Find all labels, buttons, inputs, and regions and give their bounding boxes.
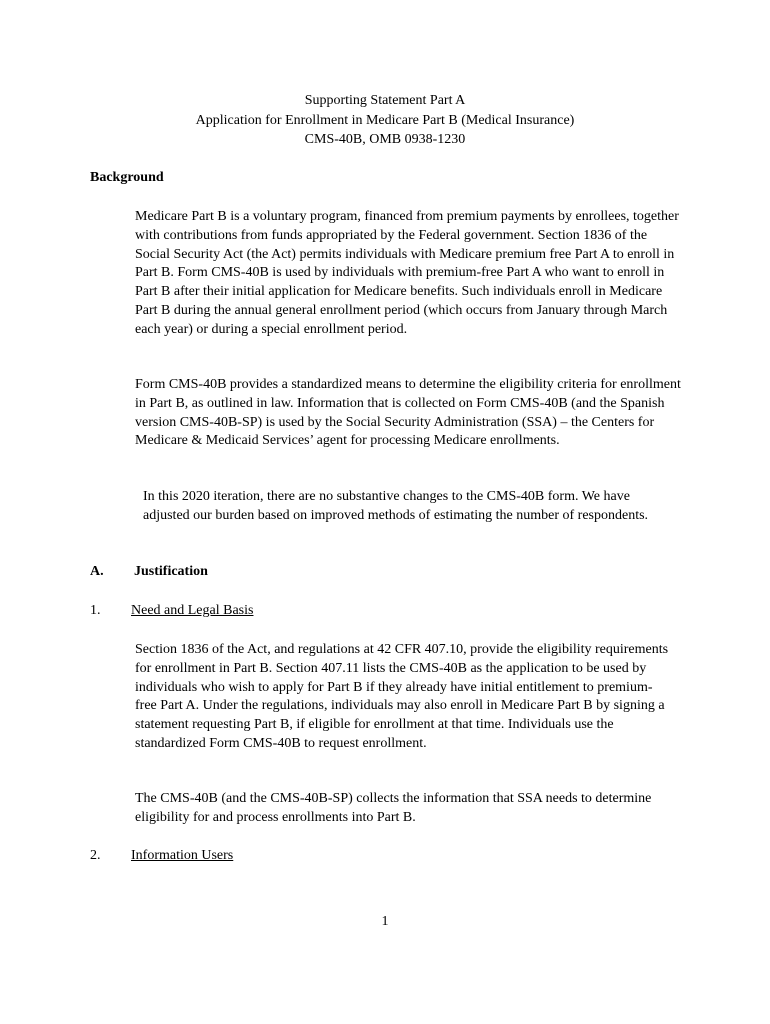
item-1-paragraph-1: Section 1836 of the Act, and regulations at 42 CFR 407.10, provide the eligibility requirements for enrollment in Part B. Section 407.11 lists the CMS-40B as the application to be used by individuals who wish to apply for Part B if they already have initial entitlement to premium-free Part A. Under the regulations, individuals may also enroll in Medicare Part B by signing a statement requesting Part B, if eligible for enrollment at that time. Individuals use the standardized Form CMS-40B to request enrollment. xyxy=(135,642,669,751)
section-a-title: Justification xyxy=(134,564,208,579)
document-title-block xyxy=(0,91,770,150)
item-1-title: Need and Legal Basis xyxy=(131,603,254,618)
page-number: 1 xyxy=(381,914,389,929)
background-heading: Background xyxy=(90,170,164,185)
background-paragraph-1: Medicare Part B is a voluntary program, financed from premium payments by enrollees, together with contributions from funds appropriated by the Federal government. Section 1836 of the Social Security Act (the Act) permits individuals with Medicare premium free Part A to enroll in Part B. Form CMS-40B is used by individuals with premium-free Part A who want to enroll in Part B after their initial application for Medicare benefits. Such individuals enroll in Medicare Part B during the annual general enrollment period (which occurs from January through March each year) or during a special enrollment period. xyxy=(135,209,679,337)
item-1-number: 1. xyxy=(90,603,101,618)
section-a-label: A. xyxy=(90,564,104,579)
background-paragraph-2: Form CMS-40B provides a standardized means to determine the eligibility criteria for enrollment in Part B, as outlined in law. Information that is collected on Form CMS-40B (and the Spanish version CMS-40B-SP) is used by the Social Security Administration (SSA) – the Centers for Medicare & Medicaid Services’ agent for processing Medicare enrollments. xyxy=(135,377,681,449)
background-paragraph-3: In this 2020 iteration, there are no substantive changes to the CMS-40B form. We have adjusted our burden based on improved methods of estimating the number of respondents. xyxy=(143,489,649,523)
item-1-paragraph-2: The CMS-40B (and the CMS-40B-SP) collects the information that SSA needs to determine eligibility for and process enrollments into Part B. xyxy=(135,791,652,825)
title-line-3: CMS-40B, OMB 0938-1230 xyxy=(304,132,466,147)
item-2-title: Information Users xyxy=(131,848,234,863)
title-line-1: Supporting Statement Part A xyxy=(304,93,466,108)
item-2-number: 2. xyxy=(90,848,101,863)
title-line-2: Application for Enrollment in Medicare Part B (Medical Insurance) xyxy=(195,112,575,128)
